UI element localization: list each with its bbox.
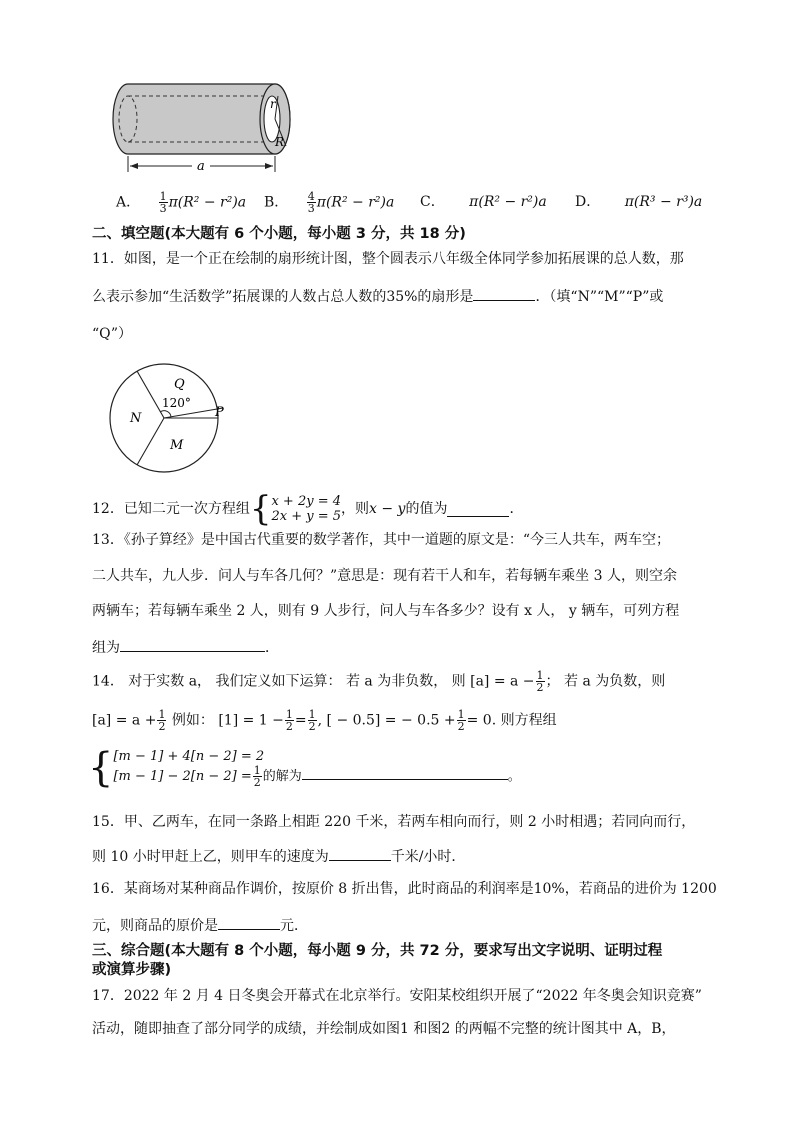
q13-line1: 13．《孙子算经》是中国古代重要的数学著作，其中一道题的原文是：“今三人共车，两车空；	[92, 532, 670, 548]
option-b: B． $\frac{4}{3}$ π(R² − r²)a	[264, 190, 395, 215]
q12-eq1: x + 2y = 4	[271, 494, 342, 509]
q11-line2: 么表示参加“生活数学”拓展课的人数占总人数的35%的扇形是 ．（填“N”“M”“P”或	[92, 286, 663, 306]
q13-line4: 组为 ．	[92, 637, 279, 657]
label-a: a	[197, 159, 205, 174]
label-r: r	[270, 97, 276, 111]
q12-line: 12．已知二元一次方程组{ x + 2y = 4 2x + y = 5 ，则x − y的值为 ．	[92, 489, 524, 529]
q15-answer-blank[interactable]	[329, 846, 391, 861]
q12-eq2: 2x + y = 5	[271, 509, 342, 524]
q11-line1: 11．如图，是一个正在绘制的扇形统计图，整个圆表示八年级全体同学参加拓展课的总人数，那	[92, 251, 684, 267]
q14-eq2: [m − 1] − 2[n − 2] = $\frac{1}{2}$ 的解为 。	[113, 764, 521, 789]
label-120-degree: 120°	[162, 396, 191, 410]
q14-line2: [a] = a + $\frac{1}{2}$ 例如： [1] = 1 − $\frac{1}{2}$ = $\frac{1}{2}$ , [ − 0.5] = − 0.5 + $\frac{1}{2}$ = 0. 则方程组	[92, 708, 557, 733]
q17-line2: 活动，随即抽查了部分同学的成绩，并绘制成如图1 和图2 的两幅不完整的统计图其中 A，B，	[92, 1021, 676, 1037]
section-2-heading: 二、填空题(本大题有 6 个小题，每小题 3 分，共 18 分)	[92, 226, 466, 242]
q13-line2: 二人共车，九人步．问人与车各几何？”意思是：现有若干人和车，若每辆车乘坐 3 人，则空余	[92, 568, 677, 584]
hollow-cylinder-figure	[100, 74, 300, 180]
q13-line3: 两辆车；若每辆车乘坐 2 人，则有 9 人步行，问人与车各多少？设有 x 人， y 辆车，可列方程	[92, 603, 680, 619]
q12-answer-blank[interactable]	[447, 502, 509, 517]
q13-answer-blank[interactable]	[120, 637, 265, 652]
q15-line2: 则 10 小时甲赶上乙，则甲车的速度为 千米/小时．	[92, 846, 465, 866]
q14-system: { [m − 1] + 4[n − 2] = 2 [m − 1] − 2[n − 2] = $\frac{1}{2}$ 的解为 。	[88, 745, 521, 791]
pie-chart-figure	[106, 362, 231, 477]
option-c: C． π(R² − r²)a	[420, 194, 547, 210]
option-a: A． $\frac{1}{3}$ π(R² − r²)a	[116, 190, 247, 215]
q15-line1: 15．甲、乙两车，在同一条路上相距 220 千米，若两车相向而行，则 2 小时相遇；若同向而行，	[92, 814, 696, 830]
q14-answer-blank[interactable]	[302, 765, 508, 780]
q17-line1: 17．2022 年 2 月 4 日冬奥会开幕式在北京举行。安阳某校组织开展了“2022 年冬奥会知识竞赛”	[92, 988, 702, 1004]
q11-line3: “Q”）	[92, 326, 133, 342]
section-3-heading-line1: 三、综合题(本大题有 8 个小题，每小题 9 分，共 72 分，要求写出文字说明、证明过程	[92, 943, 663, 959]
q14-eq1: [m − 1] + 4[n − 2] = 2	[113, 749, 265, 764]
q11-answer-blank[interactable]	[473, 286, 535, 301]
q14-line1: 14． 对于实数 a， 我们定义如下运算： 若 a 为非负数， 则 [a] = a − $\frac{1}{2}$ ； 若 a 为负数，则	[92, 669, 666, 694]
section-3-heading-line2: 或演算步骤)	[92, 962, 172, 978]
option-d: D． π(R³ − r³)a	[575, 194, 703, 210]
q16-answer-blank[interactable]	[218, 915, 280, 930]
label-R: R	[275, 135, 285, 149]
q16-line2: 元，则商品的原价是 元．	[92, 915, 308, 935]
label-Q: Q	[174, 377, 185, 392]
label-P: P	[215, 405, 224, 420]
q16-line1: 16．某商场对某种商品作调价，按原价 8 折出售，此时商品的利润率是10%，若商品的进价为 1200	[92, 881, 717, 897]
label-M: M	[170, 438, 184, 453]
label-N: N	[130, 411, 142, 426]
